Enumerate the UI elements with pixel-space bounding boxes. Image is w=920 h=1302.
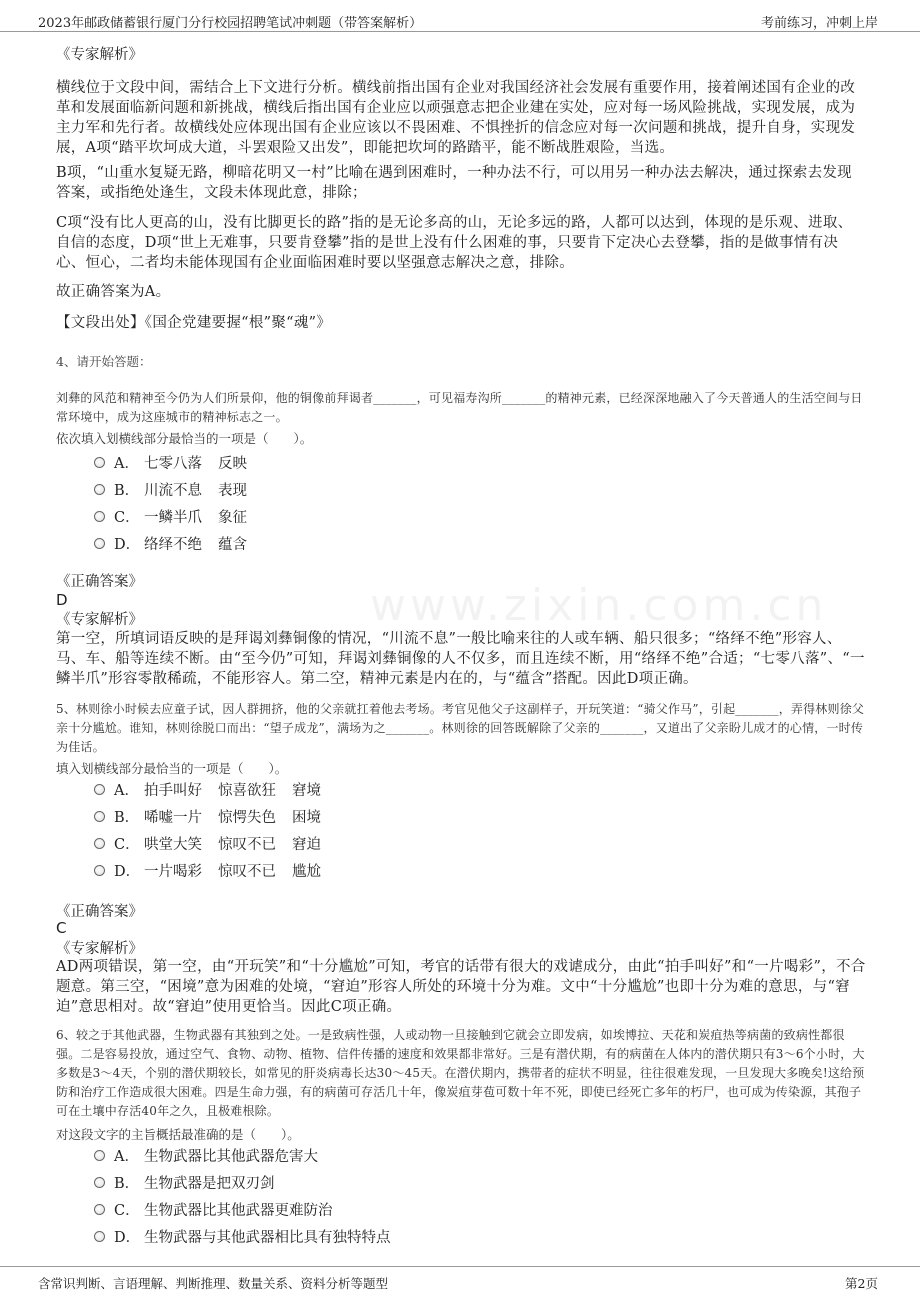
option-d[interactable] bbox=[92, 533, 492, 560]
option-key: A． bbox=[114, 1149, 139, 1165]
option-key: D． bbox=[114, 1230, 141, 1246]
question-prompt: 对这段文字的主旨概括最准确的是（ ）。 bbox=[56, 1127, 300, 1142]
radio-icon[interactable] bbox=[94, 511, 105, 522]
option-text: 川流不息 bbox=[144, 483, 202, 499]
correct-answer-label: 《正确答案》 bbox=[56, 904, 143, 920]
correct-answer-label: 《正确答案》 bbox=[56, 574, 143, 590]
option-text: 络绎不绝 bbox=[144, 537, 202, 553]
option-text: 生物武器比其他武器更难防治 bbox=[144, 1203, 333, 1219]
question-stem: 刘彝的风范和精神至今仍为人们所景仰，他的铜像前拜谒者_______，可见福寿沟所_______的精神元素，已经深深地融入了今天普通人的生活空间与日常环境中，成为这座城市的精神标志之一。 bbox=[56, 391, 863, 424]
analysis-paragraph: AD两项错误，第一空，由“开玩笑”和“十分尴尬”可知，考官的话带有很大的戏谑成分，由此“拍手叫好”和“一片喝彩”，不合题意。第三空，“困境”意为困难的处境，“窘迫”形容人所处的环境十分为难。文中“十分尴尬”也即十分为难的意思，与“窘迫”意思相对。故“窘迫”使用更恰当。因此C项正确。 bbox=[56, 959, 866, 1015]
option-key: B． bbox=[114, 810, 140, 826]
correct-answer: C bbox=[56, 919, 67, 937]
option-key: A． bbox=[114, 456, 139, 472]
option-text: 一片喝彩 bbox=[144, 864, 202, 880]
question-stem: 6、较之于其他武器，生物武器有其独到之处。一是致病性强，人或动物一旦接触到它就会立即发病，如埃博拉、天花和炭疽热等病菌的致病性都很强。二是容易投放，通过空气、食物、动物、植物、信件传播的速度和效果都非常好。三是有潜伏期，有的病菌在人体内的潜伏期只有3～6个小时，大多数是3～4天，个别的潜伏期较长，如常见的肝炎病毒长达30～45天。在潜伏期内，携带者的症状不明显，往往很难发现，一旦发现大多晚矣!这给预防和治疗工作造成很大困难。四是生命力强，有的病菌可存活几十年，像炭疽芽苞可数十年不死，即使已经死亡多年的朽尸，也可成为传染源，其孢子可在土壤中存活40年之久，且极难根除。 bbox=[56, 1028, 865, 1118]
option-text: 惊愕失色 bbox=[218, 810, 276, 826]
option-text: 生物武器比其他武器危害大 bbox=[144, 1149, 318, 1165]
analysis-paragraph: C项“没有比人更高的山，没有比脚更长的路”指的是无论多高的山，无论多远的路，人都可以达到，体现的是乐观、进取、自信的态度，D项“世上无难事，只要肯登攀”指的是世上没有什么困难的事，只要肯下定决心去登攀，指的是做事情有决心、恒心，二者均未能体现国有企业面临困难时要以坚强意志解决之意，排除。 bbox=[56, 215, 853, 271]
document-title: 2023年邮政储蓄银行厦门分行校园招聘笔试冲刺题（带答案解析） bbox=[38, 16, 423, 31]
expert-analysis-label: 《专家解析》 bbox=[56, 612, 143, 628]
option-list bbox=[92, 1145, 492, 1253]
radio-icon[interactable] bbox=[94, 1177, 105, 1188]
question-number: 4、请开始答题： bbox=[56, 354, 152, 369]
option-c[interactable] bbox=[92, 833, 492, 860]
analysis-conclusion: 故正确答案为A。 bbox=[56, 284, 171, 300]
expert-analysis-label: 《专家解析》 bbox=[56, 941, 143, 957]
option-key: D． bbox=[114, 864, 141, 880]
option-b[interactable] bbox=[92, 806, 492, 833]
radio-icon[interactable] bbox=[94, 1231, 105, 1242]
radio-icon[interactable] bbox=[94, 484, 105, 495]
watermark: www.zixin.com.cn bbox=[370, 580, 828, 631]
radio-icon[interactable] bbox=[94, 811, 105, 822]
page-number: 第2页 bbox=[845, 1276, 878, 1291]
option-text: 惊叹不已 bbox=[218, 837, 276, 853]
header-slogan: 考前练习，冲刺上岸 bbox=[760, 16, 878, 31]
question-stem: 5、林则徐小时候去应童子试，因人群拥挤，他的父亲就扛着他去考场。考官见他父子这副样子，开玩笑道：“骑父作马”，引起_______，弄得林则徐父亲十分尴尬。谁知，林则徐脱口而出：“望子成龙”，满场为之_______。林则徐的回答既解除了父亲的_______，又道出了父亲盼儿成才的心情，一时传为佳话。 bbox=[56, 702, 865, 754]
option-a[interactable] bbox=[92, 1145, 492, 1172]
page-footer bbox=[0, 1266, 920, 1302]
option-key: C． bbox=[114, 1203, 140, 1219]
option-key: A． bbox=[114, 783, 139, 799]
option-text: 惊叹不已 bbox=[218, 864, 276, 880]
option-d[interactable] bbox=[92, 860, 492, 887]
radio-icon[interactable] bbox=[94, 838, 105, 849]
option-a[interactable] bbox=[92, 779, 492, 806]
correct-answer: D bbox=[56, 591, 68, 609]
option-b[interactable] bbox=[92, 479, 492, 506]
option-a[interactable] bbox=[92, 452, 492, 479]
analysis-paragraph: 横线位于文段中间，需结合上下文进行分析。横线前指出国有企业对我国经济社会发展有重要作用，接着阐述国有企业的改革和发展面临新问题和新挑战，横线后指出国有企业应以顽强意志把企业建在实处，应对每一场风险挑战，实现发展，成为主力军和先行者。故横线处应体现出国有企业应该以不畏困难、不惧挫折的信念应对每一次问题和挑战，提升自身，实现发展，A项“踏平坎坷成大道，斗罢艰险又出发”，即能把坎坷的路踏平，能不断战胜艰险，当选。 bbox=[56, 80, 856, 156]
option-c[interactable] bbox=[92, 506, 492, 533]
option-key: D． bbox=[114, 537, 141, 553]
option-text: 哄堂大笑 bbox=[144, 837, 202, 853]
option-text: 一鳞半爪 bbox=[144, 510, 202, 526]
radio-icon[interactable] bbox=[94, 865, 105, 876]
question-prompt: 依次填入划横线部分最恰当的一项是（ ）。 bbox=[56, 431, 313, 446]
option-c[interactable] bbox=[92, 1199, 492, 1226]
option-text: 窘境 bbox=[292, 783, 321, 799]
option-text: 生物武器是把双刃剑 bbox=[144, 1176, 275, 1192]
option-text: 惊喜欲狂 bbox=[218, 783, 276, 799]
source-citation: 【文段出处】《国企党建要握“根”聚“魂”》 bbox=[56, 315, 332, 331]
radio-icon[interactable] bbox=[94, 538, 105, 549]
option-b[interactable] bbox=[92, 1172, 492, 1199]
radio-icon[interactable] bbox=[94, 784, 105, 795]
option-key: C． bbox=[114, 837, 140, 853]
analysis-paragraph: 第一空，所填词语反映的是拜谒刘彝铜像的情况，“川流不息”一般比喻来往的人或车辆、船只很多；“络绎不绝”形容人、马、车、船等连续不断。由“至今仍”可知，拜谒刘彝铜像的人不仅多，而且连续不断，用“络绎不绝”合适；“七零八落”、“一鳞半爪”形容零散稀疏，不能形容人。第二空，精神元素是内在的，与“蕴含”搭配。因此D项正确。 bbox=[56, 631, 865, 687]
option-key: B． bbox=[114, 1176, 140, 1192]
option-d[interactable] bbox=[92, 1226, 492, 1253]
option-text: 生物武器与其他武器相比具有独特特点 bbox=[144, 1230, 391, 1246]
option-text: 窘迫 bbox=[292, 837, 321, 853]
option-text: 尴尬 bbox=[292, 864, 321, 880]
radio-icon[interactable] bbox=[94, 1204, 105, 1215]
option-text: 表现 bbox=[218, 483, 247, 499]
option-list bbox=[92, 779, 492, 887]
option-text: 困境 bbox=[292, 810, 321, 826]
option-text: 蕴含 bbox=[218, 537, 247, 553]
analysis-paragraph: B项，“山重水复疑无路，柳暗花明又一村”比喻在遇到困难时，一种办法不行，可以用另一种办法去解决，通过探索去发现答案，或指绝处逢生，文段未体现此意，排除； bbox=[56, 165, 852, 201]
radio-icon[interactable] bbox=[94, 457, 105, 468]
option-text: 拍手叫好 bbox=[144, 783, 202, 799]
question-prompt: 填入划横线部分最恰当的一项是（ ）。 bbox=[56, 761, 288, 776]
option-text: 唏嘘一片 bbox=[144, 810, 202, 826]
option-key: C． bbox=[114, 510, 140, 526]
option-key: B． bbox=[114, 483, 140, 499]
footer-categories: 含常识判断、言语理解、判断推理、数量关系、资料分析等题型 bbox=[38, 1276, 389, 1291]
option-text: 象征 bbox=[218, 510, 247, 526]
option-list bbox=[92, 452, 492, 560]
expert-analysis-label: 《专家解析》 bbox=[56, 47, 143, 63]
radio-icon[interactable] bbox=[94, 1150, 105, 1161]
option-text: 反映 bbox=[218, 456, 247, 472]
option-text: 七零八落 bbox=[144, 456, 202, 472]
page-header bbox=[0, 0, 920, 32]
